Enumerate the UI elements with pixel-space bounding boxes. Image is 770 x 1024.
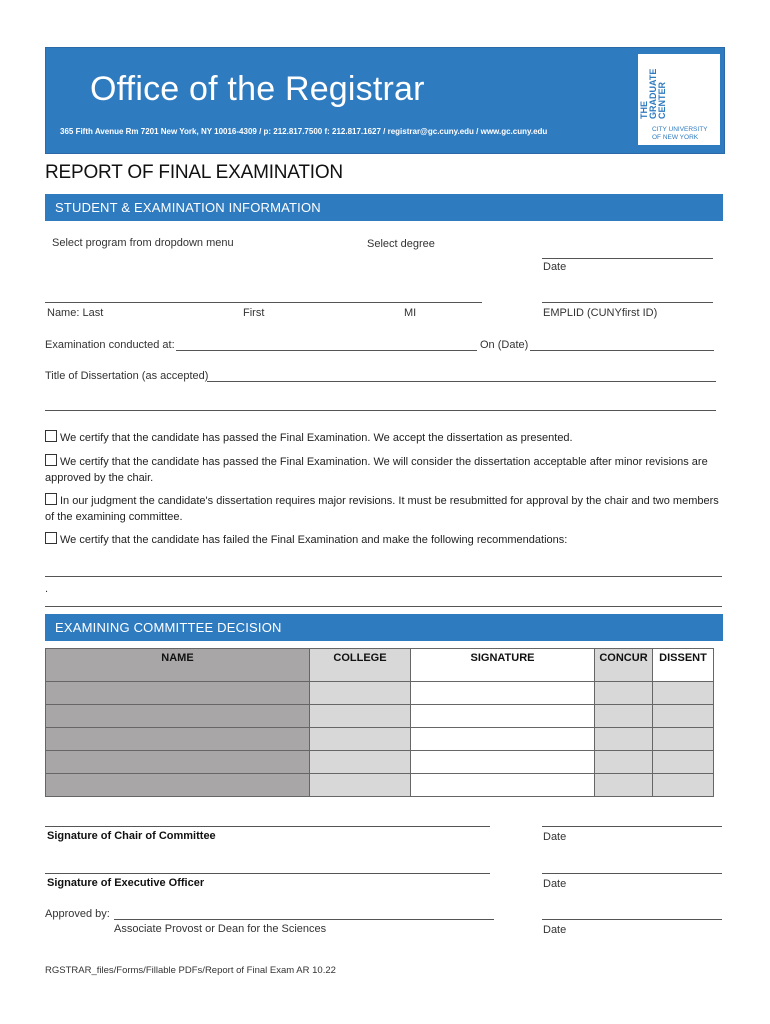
graduate-center-logo <box>638 54 720 145</box>
col-signature: SIGNATURE <box>411 649 595 682</box>
approved-by-label: Approved by: <box>45 908 110 920</box>
approval-date-field[interactable] <box>542 919 722 920</box>
certify-passed-as-presented <box>45 430 723 446</box>
name-last-label: Name: Last <box>47 307 104 319</box>
member-concur-cell[interactable] <box>595 705 653 728</box>
member-name-cell[interactable] <box>46 728 310 751</box>
dissertation-title-label: Title of Dissertation (as accepted) <box>45 370 209 382</box>
member-college-cell[interactable] <box>310 705 411 728</box>
member-name-cell[interactable] <box>46 774 310 797</box>
checkbox-minor-revisions[interactable] <box>45 454 57 466</box>
provost-label: Associate Provost or Dean for the Sciences <box>114 923 327 935</box>
chair-signature-label: Signature of Chair of Committee <box>47 830 216 842</box>
certify-passed-minor-revisions <box>45 454 723 486</box>
date-field[interactable] <box>542 258 713 259</box>
student-section-header <box>45 194 723 221</box>
committee-section-header <box>45 614 723 641</box>
approved-by-field[interactable] <box>114 919 494 920</box>
member-college-cell[interactable] <box>310 728 411 751</box>
certify-major-revisions <box>45 493 723 525</box>
member-concur-cell[interactable] <box>595 751 653 774</box>
full-name-field[interactable] <box>45 302 482 303</box>
checkbox-failed[interactable] <box>45 532 57 544</box>
member-dissent-cell[interactable] <box>653 751 714 774</box>
program-dropdown[interactable]: Select program from dropdown menu <box>52 237 234 249</box>
committee-section-heading: EXAMINING COMMITTEE DECISION <box>55 620 282 635</box>
certify-minor-revisions-text: We certify that the candidate has passed the Final Examination. We will consider the dissertation acceptable after minor revisions are approved by the chair. <box>45 456 708 484</box>
member-signature-cell[interactable] <box>411 728 595 751</box>
chair-date-field[interactable] <box>542 826 722 827</box>
member-dissent-cell[interactable] <box>653 728 714 751</box>
member-concur-cell[interactable] <box>595 774 653 797</box>
member-signature-cell[interactable] <box>411 774 595 797</box>
certify-major-revisions-text: In our judgment the candidate's dissertation requires major revisions. It must be resubmitted for approval by the chair and two members of the examining committee. <box>45 495 719 523</box>
logo-line-1: THE <box>639 101 649 119</box>
exam-date-field[interactable] <box>530 350 714 351</box>
member-dissent-cell[interactable] <box>653 705 714 728</box>
emplid-field[interactable] <box>542 302 713 303</box>
logo-line-2: GRADUATE <box>648 68 658 119</box>
emplid-label: EMPLID (CUNYfirst ID) <box>543 307 658 319</box>
recommendations-dot: . <box>45 583 49 595</box>
member-name-cell[interactable] <box>46 682 310 705</box>
checkbox-passed-as-presented[interactable] <box>45 430 57 442</box>
dissertation-title-field-2[interactable] <box>45 410 716 411</box>
dissertation-title-field[interactable] <box>207 381 716 382</box>
name-first-label: First <box>243 307 265 319</box>
recommendations-field-2[interactable] <box>45 606 722 607</box>
member-signature-cell[interactable] <box>411 705 595 728</box>
certify-passed-as-presented-text: We certify that the candidate has passed the Final Examination. We accept the dissertation as presented. <box>60 432 573 444</box>
office-title: Office of the Registrar <box>90 70 425 108</box>
table-row <box>46 751 714 774</box>
member-signature-cell[interactable] <box>411 751 595 774</box>
col-college: COLLEGE <box>310 649 411 682</box>
date-label: Date <box>543 261 567 273</box>
committee-header-row <box>46 649 714 682</box>
executive-signature-field[interactable] <box>45 873 490 874</box>
degree-dropdown[interactable]: Select degree <box>367 238 435 250</box>
exam-location-field[interactable] <box>176 350 477 351</box>
executive-date-field[interactable] <box>542 873 722 874</box>
checkbox-major-revisions[interactable] <box>45 493 57 505</box>
executive-date-label: Date <box>543 878 567 890</box>
committee-table <box>45 648 714 797</box>
member-college-cell[interactable] <box>310 751 411 774</box>
member-college-cell[interactable] <box>310 682 411 705</box>
footer-file-path: RGSTRAR_files/Forms/Fillable PDFs/Report of Final Exam AR 10.22 <box>45 965 336 976</box>
approval-date-label: Date <box>543 924 567 936</box>
logo-subtitle <box>652 126 708 142</box>
on-date-label: On (Date) <box>480 339 529 351</box>
member-concur-cell[interactable] <box>595 728 653 751</box>
table-row <box>46 682 714 705</box>
member-name-cell[interactable] <box>46 705 310 728</box>
member-college-cell[interactable] <box>310 774 411 797</box>
executive-signature-label: Signature of Executive Officer <box>47 877 205 889</box>
col-dissent: DISSENT <box>653 649 714 682</box>
report-title: REPORT OF FINAL EXAMINATION <box>45 162 343 183</box>
member-name-cell[interactable] <box>46 751 310 774</box>
table-row <box>46 705 714 728</box>
logo-line-3: CENTER <box>657 81 667 119</box>
table-row <box>46 774 714 797</box>
logo-sub-line-2: OF NEW YORK <box>652 134 699 141</box>
office-address: 365 Fifth Avenue Rm 7201 New York, NY 10016-4309 / p: 212.817.7500 f: 212.817.1627 / registrar@gc.cuny.edu / www.gc.cuny.edu <box>60 127 548 136</box>
recommendations-field-1[interactable] <box>45 576 722 577</box>
exam-location-label: Examination conducted at: <box>45 339 175 351</box>
graduate-center-wordmark <box>639 54 679 124</box>
table-row <box>46 728 714 751</box>
student-section-heading: STUDENT & EXAMINATION INFORMATION <box>55 200 321 215</box>
certify-failed <box>45 532 723 548</box>
chair-signature-field[interactable] <box>45 826 490 827</box>
chair-date-label: Date <box>543 831 567 843</box>
col-concur: CONCUR <box>595 649 653 682</box>
member-dissent-cell[interactable] <box>653 774 714 797</box>
certify-failed-text: We certify that the candidate has failed the Final Examination and make the following recommendations: <box>60 534 568 546</box>
logo-sub-line-1: CITY UNIVERSITY <box>652 126 708 133</box>
name-mi-label: MI <box>404 307 417 319</box>
member-dissent-cell[interactable] <box>653 682 714 705</box>
col-name: NAME <box>46 649 310 682</box>
member-concur-cell[interactable] <box>595 682 653 705</box>
registrar-header-banner <box>45 47 725 154</box>
member-signature-cell[interactable] <box>411 682 595 705</box>
